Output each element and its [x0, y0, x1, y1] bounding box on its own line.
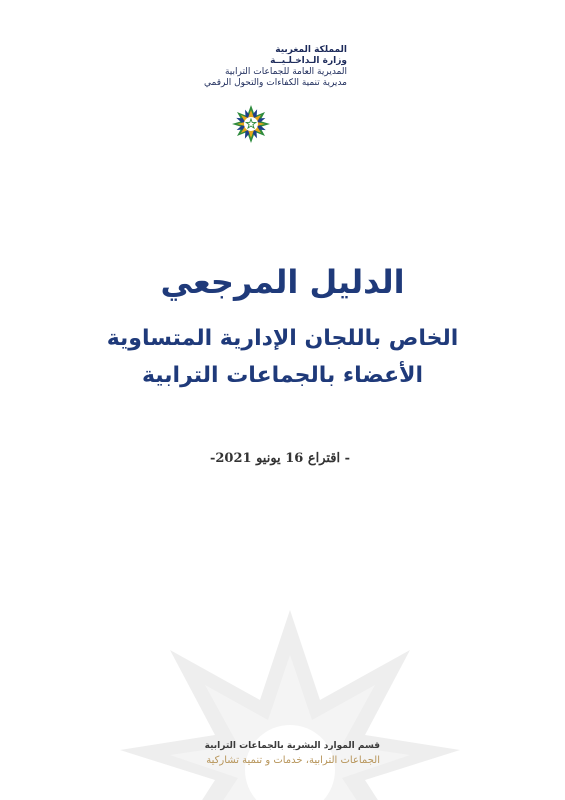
- document-subtitle-line1: الخاص باللجان الإدارية المتساوية: [106, 326, 459, 351]
- header-directorate-general: المديرية العامة للجماعات الترابية: [224, 67, 347, 77]
- footer-slogan: الجماعات الترابية، خدمات و تنمية تشاركية: [206, 755, 380, 766]
- document-subtitle-line2: الأعضاء بالجماعات الترابية: [141, 363, 424, 388]
- footer: [180, 740, 380, 769]
- header-directorate: مديرية تنمية الكفاءات والتحول الرقمي: [204, 78, 347, 88]
- document-title: الدليل المرجعي: [160, 263, 405, 301]
- moroccan-star-emblem-icon: [231, 104, 271, 144]
- header-kingdom: المملكة المغربية: [275, 45, 347, 55]
- election-date-note: - اقتراع 16 يونيو 2021-: [209, 451, 351, 466]
- footer-department: قسم الموارد البشرية بالجماعات الترابية: [204, 741, 380, 751]
- header-ministry: وزارة الـداخـلـيــة: [270, 56, 347, 66]
- institution-header: [147, 45, 347, 89]
